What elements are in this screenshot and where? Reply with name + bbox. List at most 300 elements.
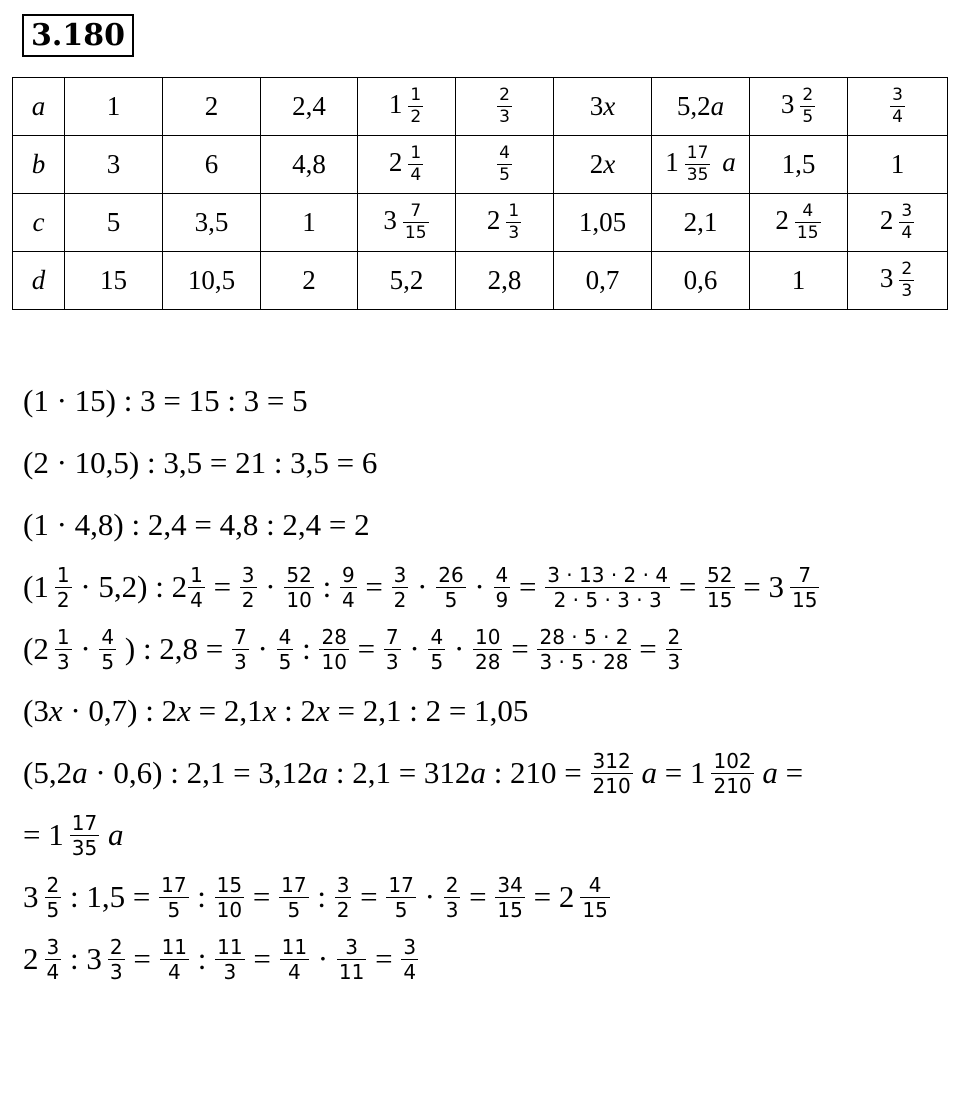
variable: x: [262, 693, 277, 728]
fraction: [337, 934, 366, 984]
cell-value: 5,2: [676, 91, 711, 121]
fraction: [215, 872, 244, 922]
numerator: 26: [438, 562, 464, 587]
fraction: [899, 261, 914, 300]
fraction: [494, 562, 511, 612]
cell-value: 5: [106, 207, 121, 237]
fraction: [591, 748, 633, 798]
denominator: 3: [508, 223, 520, 243]
fraction: [705, 562, 734, 612]
row-label: b: [13, 136, 65, 194]
math-text: = 2,1: [190, 693, 263, 728]
cell-value: 3: [106, 149, 121, 179]
fraction: [537, 624, 630, 674]
whole-part: 3: [383, 204, 397, 235]
denominator: 5: [802, 107, 814, 127]
denominator: 5: [46, 897, 60, 922]
numerator: 2: [802, 85, 814, 105]
table-cell: [554, 136, 652, 194]
denominator: 3: [901, 281, 913, 301]
numerator: 3: [901, 201, 913, 221]
fraction: [711, 748, 753, 798]
numerator: 17: [686, 143, 709, 163]
fraction: [545, 562, 670, 612]
table-cell: [163, 136, 261, 194]
table-cell: [261, 252, 358, 310]
denominator: 10: [286, 587, 312, 612]
table-row: [13, 252, 948, 310]
table-cell: [456, 194, 554, 252]
cell-value: 5,2: [389, 265, 424, 295]
cell-value: 1: [106, 91, 121, 121]
denominator: 4: [190, 587, 203, 612]
cell-value: 2,1: [683, 207, 718, 237]
table-cell: [65, 78, 163, 136]
math-text: : 210 =: [485, 755, 590, 790]
denominator: 4: [167, 959, 181, 984]
numerator: 7: [385, 624, 399, 649]
denominator: 4: [410, 165, 422, 185]
proportion-table: [12, 77, 948, 310]
math-text: =: [245, 941, 279, 976]
table-cell: [848, 252, 948, 310]
denominator: 2 · 5 · 3 · 3: [553, 587, 662, 612]
denominator: 2: [241, 587, 255, 612]
solution-line: [23, 742, 943, 804]
math-text: ·: [401, 631, 428, 666]
table-cell: [848, 78, 948, 136]
denominator: 3 · 5 · 28: [539, 649, 629, 674]
math-text: : 1,5 =: [62, 879, 159, 914]
denominator: 3: [234, 649, 247, 674]
solution-line: [23, 370, 943, 432]
numerator: 17: [161, 872, 187, 897]
denominator: 3: [223, 959, 237, 984]
table-cell: [358, 136, 456, 194]
numerator: 28 · 5 · 2: [539, 624, 629, 649]
numerator: 3: [46, 934, 60, 959]
numerator: 3: [336, 872, 350, 897]
cell-value: 6: [204, 149, 219, 179]
math-text: (1 · 15) : 3 = 15 : 3 = 5: [23, 383, 308, 418]
math-text: ·: [72, 631, 99, 666]
math-text: =: [352, 879, 386, 914]
table-cell: [261, 136, 358, 194]
numerator: 1: [56, 624, 70, 649]
variable: x: [603, 91, 616, 121]
denominator: 5: [101, 649, 115, 674]
fraction: [232, 624, 249, 674]
fraction: [335, 872, 352, 922]
cell-value: 2,4: [292, 91, 326, 121]
numerator: 1: [410, 143, 422, 163]
solution-line: [23, 556, 943, 618]
whole-part: 1: [665, 146, 679, 177]
math-text: =: [367, 941, 401, 976]
math-text: (2 · 10,5) : 3,5 = 21 : 3,5 = 6: [23, 445, 378, 480]
numerator: 7: [410, 201, 422, 221]
fraction: [497, 145, 512, 184]
math-text: : 2,1 = 312: [328, 755, 471, 790]
table-cell: [261, 78, 358, 136]
table-cell: [358, 194, 456, 252]
numerator: 4: [499, 143, 510, 163]
fraction: [277, 624, 294, 674]
table-row: [13, 136, 948, 194]
math-text: =: [503, 631, 537, 666]
denominator: 4: [892, 107, 903, 127]
cell-value: 3,5: [194, 207, 229, 237]
cell-value: 15: [100, 265, 127, 295]
denominator: 35: [686, 165, 709, 185]
denominator: 3: [499, 107, 510, 127]
numerator: 17: [388, 872, 414, 897]
fraction: [284, 562, 313, 612]
fraction: [108, 934, 125, 984]
cell-value: 2: [302, 265, 316, 295]
math-text: (1 · 4,8) : 2,4 = 4,8 : 2,4 = 2: [23, 507, 370, 542]
numerator: 4: [802, 201, 814, 221]
math-text: · 0,6) : 2,1 = 3,12: [87, 755, 313, 790]
table-cell: [750, 136, 848, 194]
denominator: 2: [393, 587, 407, 612]
fraction: [403, 203, 429, 242]
variable: a: [715, 146, 736, 177]
denominator: 4: [46, 959, 60, 984]
numerator: 17: [281, 872, 307, 897]
denominator: 15: [404, 223, 427, 243]
numerator: 2: [109, 934, 123, 959]
math-text: =: [511, 569, 545, 604]
math-text: ·: [257, 569, 284, 604]
math-text: (3: [23, 693, 49, 728]
math-text: =: [631, 631, 665, 666]
solution-line: [23, 804, 943, 866]
solution-line: [23, 680, 943, 742]
math-text: =: [671, 569, 705, 604]
math-text: =: [777, 755, 804, 790]
denominator: 5: [394, 897, 408, 922]
whole-part: 3: [780, 88, 795, 119]
fraction: [408, 145, 423, 184]
numerator: 7: [234, 624, 247, 649]
fraction: [159, 872, 188, 922]
fraction: [279, 872, 308, 922]
fraction: [790, 562, 819, 612]
table-cell: [456, 136, 554, 194]
numerator: 1: [410, 85, 422, 105]
numerator: 1: [508, 201, 520, 221]
denominator: 35: [71, 835, 98, 860]
math-text: ·: [446, 631, 473, 666]
numerator: 15: [216, 872, 243, 897]
denominator: 4: [901, 223, 913, 243]
numerator: 2: [667, 624, 681, 649]
table-cell: [554, 78, 652, 136]
math-text: :: [190, 941, 215, 976]
numerator: 1: [56, 562, 70, 587]
denominator: 210: [713, 773, 752, 798]
math-text: :: [314, 569, 339, 604]
cell-value: 2,8: [487, 265, 522, 295]
math-text: =: [125, 941, 159, 976]
numerator: 4: [278, 624, 292, 649]
cell-value: 1: [890, 149, 905, 179]
fraction: [45, 872, 62, 922]
table-cell: [652, 136, 750, 194]
denominator: 2: [56, 587, 70, 612]
denominator: 3: [667, 649, 681, 674]
numerator: 10: [475, 624, 501, 649]
whole-part: 1: [689, 755, 706, 790]
numerator: 4: [430, 624, 444, 649]
cell-value: 0,6: [683, 265, 718, 295]
solution-line: [23, 432, 943, 494]
numerator: 7: [798, 562, 812, 587]
table-cell: [750, 194, 848, 252]
variable: x: [48, 693, 63, 728]
table-cell: [456, 252, 554, 310]
solution-steps: [23, 370, 943, 990]
fraction: [497, 87, 512, 126]
numerator: 3: [345, 934, 358, 959]
fraction: [666, 624, 683, 674]
fraction: [800, 87, 815, 126]
variable: a: [710, 91, 725, 121]
problem-number: 3.180: [22, 14, 134, 57]
math-text: =: [357, 569, 391, 604]
solution-line: [23, 928, 943, 990]
numerator: 52: [286, 562, 312, 587]
whole-part: 2: [486, 204, 501, 235]
cell-value: 1: [791, 265, 806, 295]
whole-part: 1: [388, 88, 403, 119]
variable: a: [72, 755, 88, 790]
denominator: 10: [321, 649, 347, 674]
variable: a: [100, 817, 124, 852]
numerator: 52: [707, 562, 733, 587]
numerator: 34: [497, 872, 523, 897]
denominator: 9: [495, 587, 509, 612]
table-cell: [652, 194, 750, 252]
table-cell: [554, 194, 652, 252]
numerator: 1: [190, 562, 203, 587]
denominator: 3: [109, 959, 123, 984]
fraction: [401, 934, 418, 984]
math-text: (5,2: [23, 755, 73, 790]
fraction: [408, 87, 423, 126]
cell-value: 2: [589, 149, 604, 179]
denominator: 4: [287, 959, 301, 984]
denominator: 210: [592, 773, 631, 798]
math-text: :: [62, 941, 87, 976]
table-cell: [652, 78, 750, 136]
denominator: 15: [582, 897, 608, 922]
whole-part: 1: [48, 817, 64, 852]
fraction: [70, 810, 99, 860]
table-row: [13, 194, 948, 252]
variable: a: [754, 755, 778, 790]
table-cell: [652, 252, 750, 310]
fraction: [392, 562, 409, 612]
denominator: 3: [445, 897, 459, 922]
fraction: [444, 872, 461, 922]
math-text: ·: [416, 879, 443, 914]
math-text: = 2,1 : 2 = 1,05: [329, 693, 529, 728]
math-text: · 5,2) : 2: [72, 569, 188, 604]
fraction: [240, 562, 257, 612]
fraction: [99, 624, 116, 674]
denominator: 5: [287, 897, 301, 922]
whole-part: 2: [775, 204, 789, 235]
denominator: 3: [385, 649, 399, 674]
math-text: =: [656, 755, 690, 790]
fraction: [580, 872, 609, 922]
denominator: 11: [338, 959, 365, 984]
denominator: 10: [216, 897, 243, 922]
denominator: 4: [403, 959, 417, 984]
numerator: 2: [901, 259, 913, 279]
fraction: [280, 934, 309, 984]
cell-value: 0,7: [585, 265, 620, 295]
whole-part: 2: [558, 879, 575, 914]
cell-value: 4,8: [292, 149, 326, 179]
variable: x: [177, 693, 191, 728]
table-cell: [750, 252, 848, 310]
math-text: (: [23, 631, 34, 666]
whole-part: 3: [879, 262, 894, 293]
table-cell: [848, 136, 948, 194]
math-text: :: [189, 879, 214, 914]
numerator: 3: [403, 934, 417, 959]
numerator: 2: [445, 872, 459, 897]
table-cell: [65, 252, 163, 310]
fraction: [384, 624, 401, 674]
math-text: =: [461, 879, 495, 914]
denominator: 4: [341, 587, 355, 612]
table-cell: [163, 252, 261, 310]
cell-value: 1,5: [781, 149, 816, 179]
numerator: 4: [588, 872, 602, 897]
fraction: [160, 934, 189, 984]
solution-line: [23, 866, 943, 928]
table-cell: [358, 78, 456, 136]
row-label: a: [13, 78, 65, 136]
denominator: 2: [410, 107, 422, 127]
fraction: [436, 562, 465, 612]
math-text: =: [205, 569, 239, 604]
table-cell: [358, 252, 456, 310]
whole-part: 2: [879, 204, 894, 235]
whole-part: 3: [23, 879, 39, 914]
whole-part: 2: [33, 631, 49, 666]
denominator: 5: [167, 897, 181, 922]
math-text: :: [309, 879, 334, 914]
math-text: =: [525, 879, 559, 914]
denominator: 28: [475, 649, 501, 674]
denominator: 3: [56, 649, 70, 674]
row-label: d: [13, 252, 65, 310]
math-text: (: [23, 569, 34, 604]
solution-line: [23, 618, 943, 680]
math-text: ) : 2,8 =: [117, 631, 232, 666]
variable: a: [312, 755, 329, 790]
fraction: [473, 624, 502, 674]
denominator: 15: [707, 587, 733, 612]
math-text: : 2: [276, 693, 316, 728]
table-cell: [163, 194, 261, 252]
table-row: [13, 78, 948, 136]
numerator: 312: [592, 748, 631, 773]
numerator: 3: [892, 85, 903, 105]
numerator: 17: [71, 810, 98, 835]
fraction: [340, 562, 357, 612]
fraction: [386, 872, 415, 922]
denominator: 5: [444, 587, 458, 612]
numerator: 3: [393, 562, 407, 587]
table-cell: [750, 78, 848, 136]
math-text: :: [294, 631, 319, 666]
fraction: [45, 934, 62, 984]
fraction: [215, 934, 244, 984]
fraction: [428, 624, 445, 674]
math-text: ·: [249, 631, 276, 666]
table-cell: [554, 252, 652, 310]
math-text: · 0,7) : 2: [62, 693, 178, 728]
denominator: 5: [278, 649, 292, 674]
whole-part: 3: [86, 941, 102, 976]
cell-value: 1: [302, 207, 316, 237]
numerator: 28: [321, 624, 347, 649]
fraction: [890, 87, 905, 126]
whole-part: 2: [388, 146, 403, 177]
cell-value: 10,5: [187, 265, 236, 295]
numerator: 102: [713, 748, 752, 773]
table-cell: [261, 194, 358, 252]
denominator: 15: [796, 223, 819, 243]
whole-part: 1: [33, 569, 49, 604]
math-text: =: [245, 879, 279, 914]
fraction: [506, 203, 521, 242]
variable: x: [603, 149, 616, 179]
table-cell: [65, 136, 163, 194]
table-cell: [848, 194, 948, 252]
numerator: 3: [241, 562, 255, 587]
denominator: 15: [497, 897, 523, 922]
fraction: [55, 562, 72, 612]
numerator: 4: [495, 562, 509, 587]
variable: a: [633, 755, 657, 790]
fraction: [795, 203, 821, 242]
table-cell: [163, 78, 261, 136]
whole-part: 3: [768, 569, 784, 604]
math-text: =: [735, 569, 769, 604]
table-cell: [65, 194, 163, 252]
fraction: [899, 203, 914, 242]
numerator: 4: [101, 624, 115, 649]
cell-value: 3: [589, 91, 604, 121]
fraction: [685, 145, 711, 184]
numerator: 2: [46, 872, 60, 897]
solution-line: [23, 494, 943, 556]
numerator: 2: [499, 85, 510, 105]
denominator: 15: [791, 587, 818, 612]
whole-part: 2: [23, 941, 39, 976]
numerator: 11: [161, 934, 188, 959]
fraction: [495, 872, 524, 922]
math-text: =: [349, 631, 383, 666]
numerator: 9: [341, 562, 355, 587]
